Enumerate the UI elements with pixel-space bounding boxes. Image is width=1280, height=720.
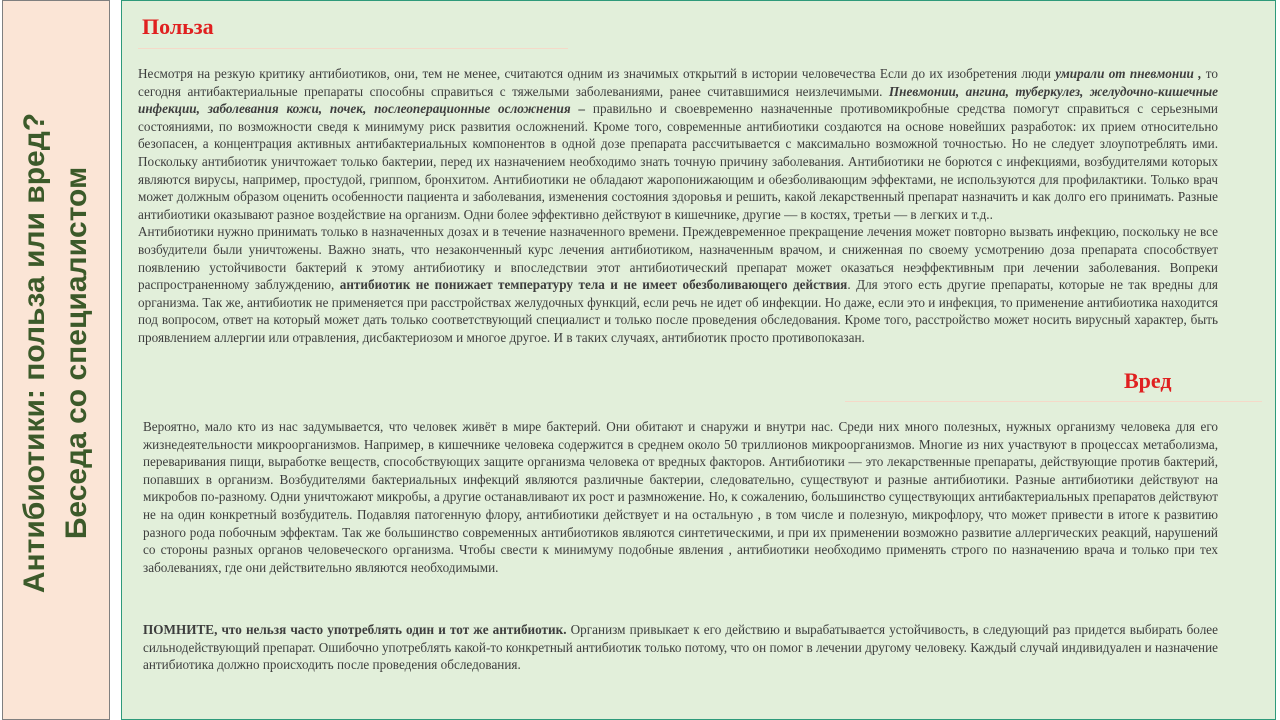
emphasis-run: антибиотик не понижает температуру тела и не имеет обезболивающего действия <box>339 277 848 293</box>
emphasis-run: Пневмонии, ангина, туберкулез, желудочно-кишечные инфекции, заболевания кожи, почек, послеоперационные осложнения – <box>138 83 1218 117</box>
heading-underline <box>845 401 1262 402</box>
benefit-text <box>138 65 1218 347</box>
text-run: правильно и своевременно назначенные противомикробные средства помогут справиться с серьезными состояниями, по возможности сведя к минимуму риск развития осложнений. Кроме того, современные антибиотики создаются на основе новейших разработок: их прием относительно безопасен, а концентрация активных антибактериальных компонентов в одной дозе препарата рассчитывается с максимально возможной точностью. Но не следует злоупотреблять ими. Поскольку антибиотик уничтожает только бактерии, перед их назначением необходимо знать точную причину заболевания. Антибиотики не борются с инфекциями, возбудителями которых являются вирусы, например, простудой, гриппом, бронхитом. Антибиотики не обладают жаропонижающим и обезболивающим эффектами, не используются для профилактики. Только врач может должным образом оценить особенности пациента и заболевания, изменения состояния здоровья и решить, какой лекарственный препарат назначить и как долго его принимать. Разные антибиотики оказывают разное воздействие на организм. Одни более эффективно действуют в кишечнике, другие — в костях, третьи — в легких и т.д.. <box>138 101 1218 222</box>
text-run: Несмотря на резкую критику антибиотиков, они, тем не менее, считаются одним из значимых открытий в истории человечества Если до их изобретения люди <box>138 66 1056 81</box>
text-run: Антибиотики нужно принимать только в назначенных дозах и в течение назначенного времени. Преждевременное прекращение лечения может повторно вызвать инфекцию, поскольку не все возбудители были уничтожены. Важно знать, что незаконченный курс лечения антибиотиком, назначенным врачом, и сниженная по своему усмотрению доза препарата способствует появлению устойчивости бактерий к этому антибиотику и впоследствии этот антибиотический препарат может оказаться неэффективным при лечении заболевания. Вопреки распространенному заблуждению, <box>138 224 1218 293</box>
text-run: . Для этого есть другие препараты, которые не так вредны для организма. Так же, антибиотик не применяется при расстройствах желудочных функций, если речь не идет об инфекции. Но даже, если это и инфекция, то применение антибиотика находится под вопросом, ответ на который может дать только соответствующий специалист и только после проведения обследования. Кроме того, расстройство может носить вирусный характер, быть проявлением аллергии или отравления, дисбактериозом и многое другое. И в таких случаях, антибиотик просто противопоказан. <box>138 277 1218 345</box>
title-sidebar <box>2 0 110 720</box>
harm-paragraph: Вероятно, мало кто из нас задумывается, что человек живёт в мире бактерий. Они обитают и снаружи и внутри нас. Среди них много полезных, нужных организму человека для его жизнедеятельности микроорганизмов. Например, в кишечнике человека содержится в среднем около 50 триллионов микроорганизмов. Многие из них участвуют в процессах метаболизма, переваривания пищи, выработке веществ, способствующих защите организма человека от вредных факторов. Антибиотики — это лекарственные препараты, действующие против бактерий, попавших в организм. Возбудителями бактериальных инфекций являются различные бактерии, следовательно, существуют и разные антибиотики. Разные антибиотики действуют на микробов по-разному. Одни уничтожают микробы, а другие останавливают их рост и размножение. Но, к сожалению, большинство существующих антибактериальных препаратов действуют не на один конкретный возбудитель. Подавляя патогенную флору, антибиотики действует и на остальную , в том числе и полезную, микрофлору, что может привести в итоге к развитию разного рода побочным эффектам. Так же большинство современных антибиотиков являются синтетическими, и при их применении возможно развитие аллергических реакций, нарушений со стороны разных органов человеческого организма. Чтобы свести к минимуму подобные явления , антибиотики необходимо применять строго по назначению врача и только при тех заболеваниях, где они действительно являются необходимыми. <box>143 419 1218 575</box>
heading-benefit: Польза <box>142 14 214 39</box>
text-run: то сегодня антибактериальные препараты способны справиться с тяжелыми заболеваниями, ранее считавшимися неизлечимыми. <box>138 66 1218 99</box>
warning-emphasis: ПОМНИТЕ, что нельзя часто употреблять один и тот же антибиотик. <box>143 622 567 637</box>
text-run: Организм привыкает к его действию и вырабатывается устойчивость, в следующий раз придется выбирать более сильнодействующий препарат. Ошибочно употреблять какой-то конкретный антибиотик только потому, что он помог в лечении другому человеку. Каждый случай индивидуален и назначение антибиотика должно происходить после проведения обследования. <box>143 622 1219 673</box>
heading-underline <box>138 48 568 49</box>
emphasis-run: умирали от пневмонии , <box>1055 66 1202 81</box>
vertical-title <box>14 73 98 633</box>
warning-paragraph <box>143 621 1218 674</box>
title-line-2: Беседа со специалистом <box>60 166 93 540</box>
title-line-1: Антибиотики: польза или вред? <box>18 112 51 594</box>
heading-harm: Вред <box>1124 368 1172 393</box>
